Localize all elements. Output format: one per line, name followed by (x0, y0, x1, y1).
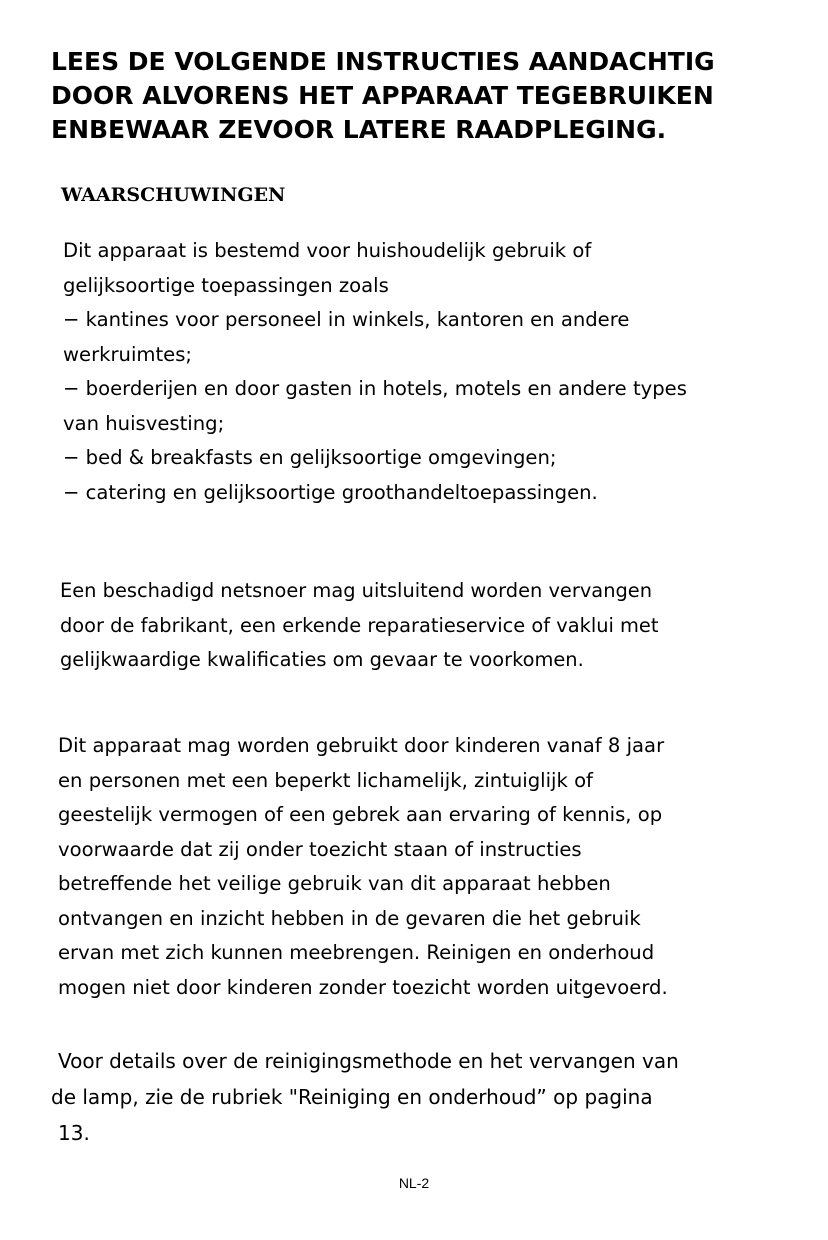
paragraph-line: ervan met zich kunnen meebrengen. Reinigen en onderhoud (58, 941, 655, 964)
paragraph-line: betreffende het veilige gebruik van dit apparaat hebben (58, 872, 611, 895)
heading-line: LEES DE VOLGENDE INSTRUCTIES AANDACHTIG (51, 47, 715, 76)
paragraph-line: Een beschadigd netsnoer mag uitsluitend worden vervangen (60, 579, 653, 602)
page-number: NL-2 (398, 1175, 430, 1191)
paragraph-line: door de fabrikant, een erkende reparatieservice of vaklui met (60, 613, 659, 637)
paragraph-line: ontvangen en inzicht hebben in de gevaren die het gebruik (58, 906, 641, 930)
paragraph-line: − catering en gelijksoortige groothandeltoepassingen. (63, 480, 598, 504)
paragraph-line: − bed & breakfasts en gelijksoortige omgevingen; (63, 446, 557, 469)
document-heading (51, 45, 811, 147)
paragraph-line: en personen met een beperkt lichamelijk, zintuiglijk of (58, 768, 593, 792)
paragraph-line: geestelijk vermogen of een gebrek aan ervaring of kennis, op (58, 803, 663, 826)
paragraph-power-cord (60, 574, 658, 678)
paragraph-cleaning-reference (51, 1043, 679, 1151)
paragraph-line: Dit apparaat mag worden gebruikt door kinderen vanaf 8 jaar (58, 734, 665, 757)
paragraph-children-use (58, 729, 668, 1005)
paragraph-line: Dit apparaat is bestemd voor huishoudelijk gebruik of (63, 239, 592, 262)
paragraph-line: − boerderijen en door gasten in hotels, motels en andere types (63, 377, 687, 400)
paragraph-line: gelijkwaardige kwalificaties om gevaar te voorkomen. (60, 648, 584, 671)
paragraph-line: voorwaarde dat zij onder toezicht staan of instructies (58, 837, 582, 861)
paragraph-line: de lamp, zie de rubriek "Reiniging en onderhoud” op pagina (51, 1085, 653, 1109)
paragraph-line: gelijksoortige toepassingen zoals (63, 273, 389, 297)
paragraph-line: van huisvesting; (63, 411, 225, 435)
heading-line: ENBEWAAR ZEVOOR LATERE RAADPLEGING. (51, 115, 667, 144)
section-title-warnings: WAARSCHUWINGEN (61, 184, 286, 206)
heading-line: DOOR ALVORENS HET APPARAAT TEGEBRUIKEN (51, 81, 714, 110)
paragraph-line: Voor details over de reinigingsmethode en het vervangen van (58, 1049, 679, 1073)
paragraph-line: werkruimtes; (63, 342, 193, 366)
paragraph-line: 13. (58, 1121, 90, 1145)
paragraph-line: − kantines voor personeel in winkels, kantoren en andere (63, 308, 630, 331)
paragraph-intended-use (63, 234, 687, 510)
paragraph-line: mogen niet door kinderen zonder toezicht worden uitgevoerd. (58, 975, 668, 999)
